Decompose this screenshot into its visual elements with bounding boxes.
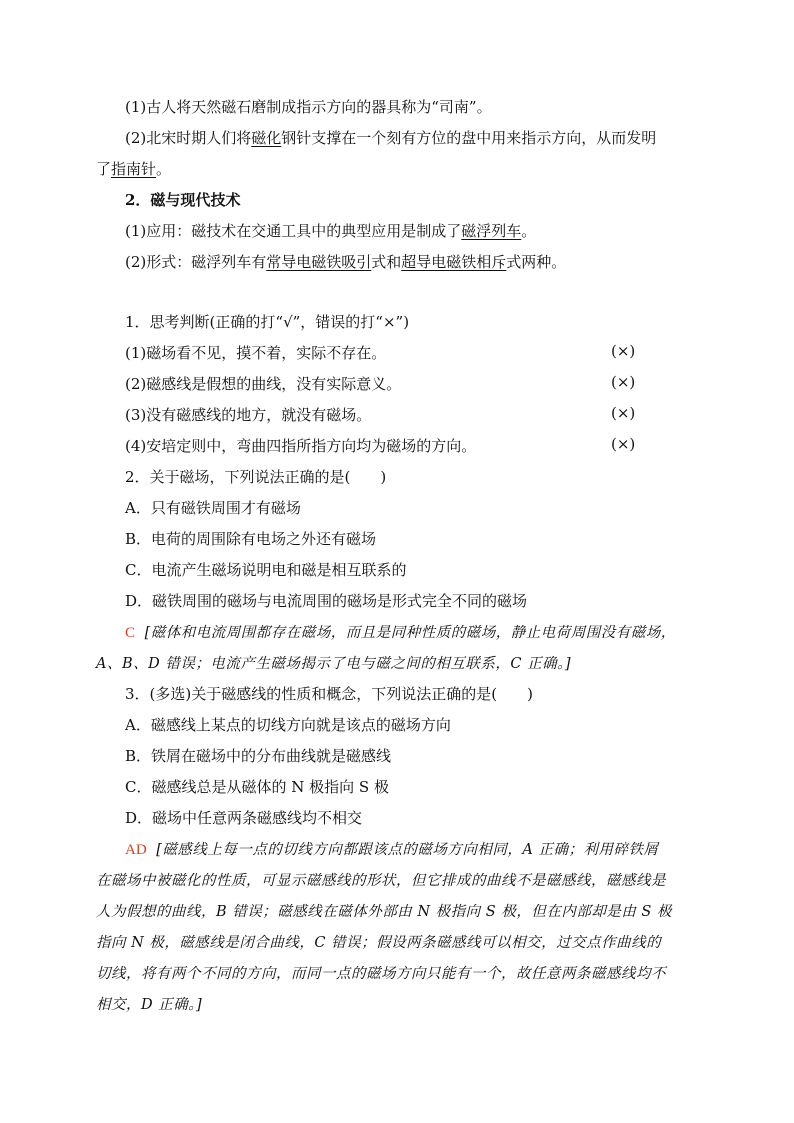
question-3-explanation-line4: 指向 N 极，磁感线是闭合曲线，C 错误；假设两条磁感线可以相交，过交点作曲线的 xyxy=(96,935,662,951)
underlined-term-magnetize: 磁化 xyxy=(251,129,282,147)
section-heading-modern-tech: 2．磁与现代技术 xyxy=(125,191,241,209)
paragraph-compass-line2 xyxy=(96,158,171,179)
judgment-mark-2: (×) xyxy=(611,373,636,391)
question-3-explanation-line5: 切线，将有两个不同的方向，而同一点的磁场方向只能有一个，故任意两条磁感线均不 xyxy=(96,966,666,982)
underlined-term-attract: 常导电磁铁吸引 xyxy=(266,253,372,271)
question-2-option-b: B．电荷的周围除有电场之外还有磁场 xyxy=(125,530,377,548)
judgment-mark-4: (×) xyxy=(611,435,636,453)
text: 。 xyxy=(521,222,537,240)
question-3-option-a: A．磁感线上某点的切线方向就是该点的磁场方向 xyxy=(125,716,451,734)
question-3-option-d: D．磁场中任意两条磁感线均不相交 xyxy=(125,809,363,827)
question-2-explanation-line2: A、B、D 错误；电流产生磁场揭示了电与磁之间的相互联系，C 正确。] xyxy=(96,656,571,672)
text: 。 xyxy=(156,160,172,178)
judgment-item-3: (3)没有磁感线的地方，就没有磁场。 xyxy=(125,406,372,424)
paragraph-compass-line1 xyxy=(125,127,656,148)
text: 了 xyxy=(96,160,112,178)
question-1-heading: 1．思考判断(正确的打“√”，错误的打“×”) xyxy=(125,313,410,331)
question-2-stem: 2．关于磁场，下列说法正确的是( ) xyxy=(125,468,387,486)
judgment-item-1: (1)磁场看不见，摸不着，实际不存在。 xyxy=(125,344,387,362)
question-2-option-d: D．磁铁周围的磁场与电流周围的磁场是形式完全不同的磁场 xyxy=(125,592,528,610)
question-3-explanation-line3: 人为假想的曲线，B 错误；磁感线在磁体外部由 N 极指向 S 极，但在内部却是由 S 极 xyxy=(96,904,672,920)
question-3-option-b: B．铁屑在磁场中的分布曲线就是磁感线 xyxy=(125,747,392,765)
question-2-option-a: A．只有磁铁周围才有磁场 xyxy=(125,499,301,517)
underlined-term-repel: 超导电磁铁相斥 xyxy=(401,253,507,271)
paragraph-sinan xyxy=(125,96,492,117)
judgment-mark-3: (×) xyxy=(611,404,636,422)
judgment-mark-1: (×) xyxy=(611,342,636,360)
paragraph-form xyxy=(125,251,566,272)
text: (2)北宋时期人们将 xyxy=(125,129,252,147)
underlined-term-compass: 指南针 xyxy=(111,160,157,178)
question-2-explanation-line1 xyxy=(96,621,698,642)
text: (1)古人将天然磁石磨制成指示方向的器具称为“司南”。 xyxy=(125,98,492,116)
question-2-answer: C xyxy=(125,625,136,641)
question-3-explanation-line6: 相交，D 正确。] xyxy=(96,997,203,1013)
explanation-text: [磁感线上每一点的切线方向都跟该点的磁场方向相同，A 正确；利用碎铁屑 xyxy=(156,842,659,858)
question-3-option-c: C．磁感线总是从磁体的 N 极指向 S 极 xyxy=(125,778,389,796)
text: 式两种。 xyxy=(506,253,567,271)
question-2-option-c: C．电流产生磁场说明电和磁是相互联系的 xyxy=(125,561,407,579)
text: 式和 xyxy=(371,253,402,271)
judgment-item-2: (2)磁感线是假想的曲线，没有实际意义。 xyxy=(125,375,402,393)
underlined-term-maglev: 磁浮列车 xyxy=(461,222,522,240)
question-3-explanation-line2: 在磁场中被磁化的性质，可显示磁感线的形状，但它排成的曲线不是磁感线，磁感线是 xyxy=(96,873,666,889)
text: (2)形式：磁浮列车有 xyxy=(125,253,267,271)
explanation-text: [磁体和电流周围都存在磁场，而且是同种性质的磁场，静止电荷周围没有磁场， xyxy=(144,625,676,641)
text: (1)应用：磁技术在交通工具中的典型应用是制成了 xyxy=(125,222,462,240)
question-3-stem: 3．(多选)关于磁感线的性质和概念，下列说法正确的是( ) xyxy=(125,685,533,703)
question-3-answer: AD xyxy=(125,842,147,858)
text: 钢针支撑在一个刻有方位的盘中用来指示方向，从而发明 xyxy=(281,129,657,147)
paragraph-application xyxy=(125,220,536,241)
judgment-item-4: (4)安培定则中，弯曲四指所指方向均为磁场的方向。 xyxy=(125,437,477,455)
question-3-explanation-line1 xyxy=(96,838,698,859)
